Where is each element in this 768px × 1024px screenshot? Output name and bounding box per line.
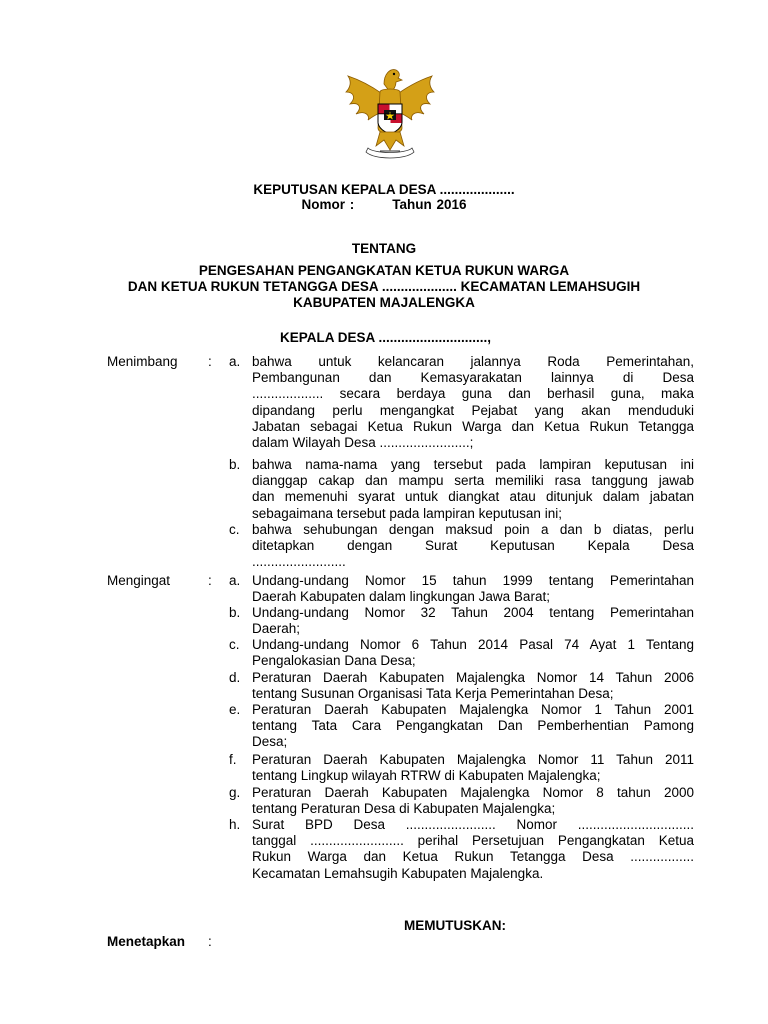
mengingat-item-text — [252, 702, 694, 751]
mengingat-label: Mengingat — [107, 573, 171, 588]
mengingat-item-line: Undang-undang Nomor 6 Tahun 2014 Pasal 74 Ayat 1 Tentang — [252, 637, 694, 652]
mengingat-item-letter: c. — [229, 637, 240, 652]
document-number: Nomor : Tahun 2016 — [301, 197, 467, 212]
tentang-heading: TENTANG — [351, 241, 417, 256]
mengingat-item-line: tentang Lingkup wilayah RTRW di Kabupaten Majalengka; — [252, 768, 601, 784]
menimbang-item-text — [252, 354, 694, 451]
mengingat-item-line: tanggal ......................... perihal Persetujuan Pengangkatan Ketua — [252, 833, 694, 849]
mengingat-item-line: tentang Peraturan Desa di Kabupaten Majalengka; — [252, 801, 556, 817]
mengingat-item-line: Peraturan Daerah Kabupaten Majalengka Nomor 8 tahun 2000 — [252, 785, 694, 800]
mengingat-item-line: Desa; — [252, 734, 288, 750]
tail — [376, 132, 404, 150]
mengingat-item-line: Peraturan Daerah Kabupaten Majalengka Nomor 1 Tahun 2001 — [252, 702, 694, 717]
menimbang-colon: : — [208, 354, 212, 369]
mengingat-item-text — [252, 573, 694, 605]
menimbang-item-text — [252, 522, 694, 571]
mengingat-item-line: tentang Susunan Organisasi Tata Kerja Pemerintahan Desa; — [252, 686, 614, 702]
menimbang-item-line: dan memenuhi syarat untuk diangkat atau ditunjuk dalam jabatan — [252, 489, 694, 505]
menimbang-item-line: dipandang perlu mengangkat Pejabat yang akan menduduki — [252, 402, 694, 418]
menetapkan-label: Menetapkan — [107, 934, 186, 949]
mengingat-item-letter: a. — [229, 573, 241, 588]
shield — [378, 104, 402, 134]
mengingat-item-line: Kecamatan Lemahsugih Kabupaten Majalengka. — [252, 865, 544, 881]
mengingat-item-line: tentang Tata Cara Pengangkatan Dan Pemberhentian Pamong — [252, 718, 694, 734]
menimbang-item-line: sebagaimana tersebut pada lampiran keputusan ini; — [252, 505, 562, 521]
menimbang-item-line: bahwa sehubungan dengan maksud poin a dan b diatas, perlu — [252, 522, 694, 537]
menimbang-item-line: ditetapkan dengan Surat Keputusan Kepala Desa — [252, 538, 694, 554]
menimbang-item-line: ......................... — [252, 554, 346, 570]
mengingat-item-line: Peraturan Daerah Kabupaten Majalengka Nomor 14 Tahun 2006 — [252, 670, 694, 685]
mengingat-item-line: Daerah; — [252, 621, 301, 637]
kepala-desa-heading: KEPALA DESA ............................., — [280, 330, 492, 345]
menimbang-item-line: ................... secara berdaya guna dan berhasil guna, maka — [252, 386, 694, 402]
mengingat-item-line: Undang-undang Nomor 32 Tahun 2004 tentang Pemerintahan — [252, 605, 694, 620]
mengingat-colon: : — [208, 573, 212, 588]
mengingat-item-line: Rukun Warga dan Ketua Rukun Tetangga Desa ................. — [252, 849, 694, 865]
mengingat-item-text — [252, 605, 694, 637]
document-title: KEPUTUSAN KEPALA DESA .................... — [253, 182, 515, 197]
mengingat-item-letter: d. — [229, 670, 241, 685]
menimbang-item-letter: b. — [229, 457, 241, 472]
mengingat-item-line: Pengalokasian Dana Desa; — [252, 653, 416, 669]
mengingat-item-text — [252, 752, 694, 784]
mengingat-item-letter: b. — [229, 605, 241, 620]
mengingat-item-line: Undang-undang Nomor 15 tahun 1999 tentang Pemerintahan — [252, 573, 694, 588]
menimbang-item-letter: c. — [229, 522, 240, 537]
subject-line-1: PENGESAHAN PENGANGKATAN KETUA RUKUN WARGA — [198, 263, 570, 278]
menimbang-item-text — [252, 457, 694, 522]
mengingat-item-text — [252, 785, 694, 817]
menimbang-item-line: Pembangunan dan Kemasyarakatan lainnya di Desa — [252, 370, 694, 386]
mengingat-item-letter: g. — [229, 785, 241, 800]
menimbang-item-line: dianggap cakap dan mampu serta memiliki rasa tanggung jawab — [252, 473, 694, 489]
menimbang-item-line: bahwa nama-nama yang tersebut pada lampiran keputusan ini — [252, 457, 694, 472]
menimbang-item-line: Jabatan sebagai Ketua Rukun Warga dan Ketua Rukun Tetangga — [252, 418, 694, 434]
menimbang-item-letter: a. — [229, 354, 241, 369]
mengingat-item-text — [252, 817, 694, 882]
menimbang-item-line: dalam Wilayah Desa ........................; — [252, 434, 474, 450]
memutuskan-heading: MEMUTUSKAN: — [404, 918, 506, 933]
mengingat-item-line: Surat BPD Desa ........................ Nomor ............................... — [252, 817, 694, 832]
mengingat-item-line: Daerah Kabupaten dalam lingkungan Jawa Barat; — [252, 589, 550, 605]
mengingat-item-letter: e. — [229, 702, 241, 717]
mengingat-item-line: Peraturan Daerah Kabupaten Majalengka Nomor 11 Tahun 2011 — [252, 752, 694, 767]
mengingat-item-text — [252, 637, 694, 669]
mengingat-item-letter: h. — [229, 817, 241, 832]
head — [384, 70, 402, 92]
mengingat-item-letter: f. — [229, 752, 237, 767]
menimbang-label: Menimbang — [107, 354, 178, 369]
subject-line-3: KABUPATEN MAJALENGKA — [293, 295, 475, 310]
menetapkan-colon: : — [208, 934, 212, 949]
subject-line-2: DAN KETUA RUKUN TETANGGA DESA .................... KECAMATAN LEMAHSUGIH — [127, 279, 641, 294]
garuda-emblem — [340, 58, 440, 168]
menimbang-item-line: bahwa untuk kelancaran jalannya Roda Pemerintahan, — [252, 354, 694, 369]
mengingat-item-text — [252, 670, 694, 702]
